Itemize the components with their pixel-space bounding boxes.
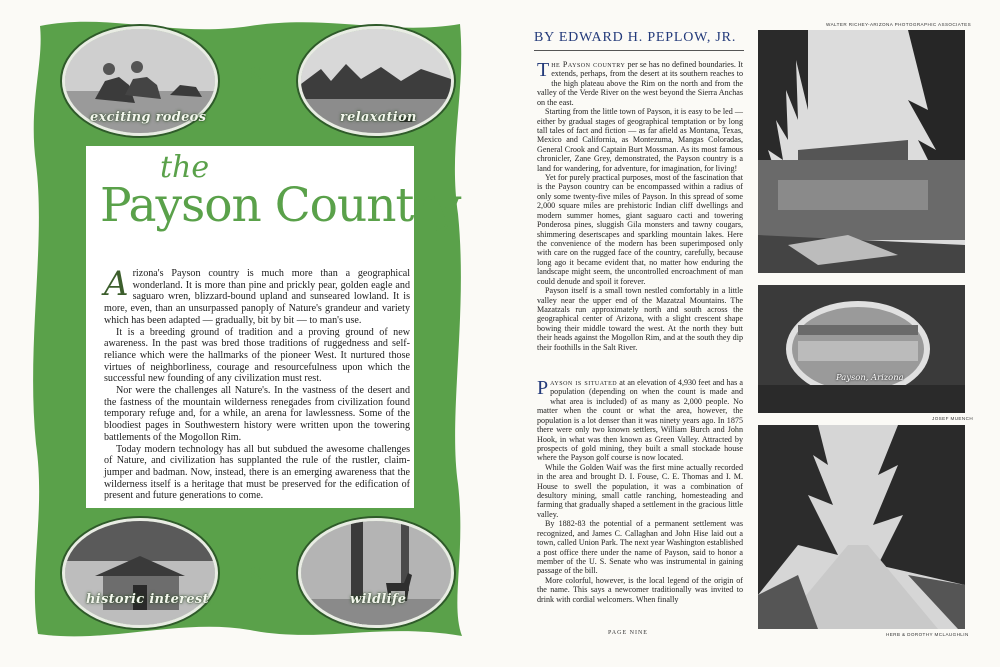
section1-paragraph-2: Starting from the little town of Payson, it is easy to be led — either by gradual stages of geographical temptation or by long tall tales of fact and fiction — as far afield as Montana, Texas, Mexico and California, as Montezuma, Mangas Coloradas, General Crook and Captain Burt Mossman. As its most famous chronicler, Zane Grey, demonstrated, the Payson country is a land for wandering, for adventure, for imagination, for living! [537, 107, 743, 173]
page-number: PAGE NINE [608, 630, 648, 636]
section2-paragraph-2: While the Golden Waif was the first mine actually recorded in the area and brought D. I. Fouse, C. E. Thomas and I. M. House to swell the population, it was a combination of desultory mining, small cattle ranching, homesteading and farming that gradually shaped a settlement in the gracious little valley. [537, 462, 743, 519]
road-photo [758, 425, 965, 629]
oval-caption-historic: historic interest [86, 592, 209, 607]
ampersand-ornament-bottom: & [247, 564, 267, 589]
drop-cap-t: T [537, 59, 550, 81]
intro-text [104, 264, 410, 502]
oval-caption-relaxation: relaxation [340, 110, 417, 125]
article-section-1 [537, 60, 743, 352]
byline-rule [534, 50, 744, 51]
section2-lead: ayson is situated [550, 378, 618, 387]
section1-paragraph-1: per se has no defined boundaries. It extends, perhaps, from the desert at its southern reaches to the high plateau above the Rim on the north and from the valley of the Verde River on the west beyond the Sierra Anchas on the east. [537, 60, 743, 107]
section2-paragraph-4: More colorful, however, is the local legend of the origin of the name. This says a newcomer traditionally was invited to drink with cordial welcomers. When finally [537, 575, 743, 604]
photo-credit-bottom: HERB & DOROTHY MCLAUGHLIN [886, 632, 969, 637]
intro-paragraph-4: Today modern technology has all but subdued the awesome challenges of Nature, and civilization has supplanted the rule of the rustler, claim-jumper and badman. Now, instead, there is an emerging awareness that the wilderness itself is a heritage that must be preserved for the edification of present and future generations to come. [104, 443, 410, 502]
lake-photo [758, 30, 965, 273]
section2-paragraph-3: By 1882-83 the potential of a permanent settlement was recognized, and James C. Callaghan and John Hise laid out a town, called Union Park. The next year Washington established a post office there under the name of Payson, said to honor a member of the U. S. Senate who was instrumental in gaining passage of the bill. [537, 519, 743, 576]
intro-paragraph-3: Nor were the challenges all Nature's. In the vastness of the desert and the fastness of the mountain wilderness renegades from civilization found temporary refuge and, for a while, an arena for lawlessness. Some of the bloodiest pages in Southwestern history were written upon the towering battlements of the Mogollon Rim. [104, 385, 410, 443]
article-section-2 [537, 378, 743, 604]
photo-caption-payson: Payson, Arizona [836, 372, 904, 382]
intro-paragraph-1: rizona's Payson country is much more than a geographical wonderland. It is more than pine and prickly pear, golden eagle and saguaro wren, blizzard-bound upland and sunseared lowland. It is more, even, than an unsurpassed panoply of Nature's grandeur and variety which has been adapted — gradually, bit by bit — to man's use. [104, 268, 410, 326]
oval-caption-wildlife: wildlife [350, 592, 407, 607]
byline: BY EDWARD H. PEPLOW, JR. [534, 30, 737, 45]
drop-cap-p: P [537, 377, 549, 399]
section1-paragraph-3: Yet for purely practical purposes, most of the fascination that is the Payson country can be encompassed within a radius of only some twenty-five miles of Payson. In this spread of some 2,000 square miles are prehistoric Indian cliff dwellings and modern summer homes, giant saguaro cacti and towering Ponderosa pines, sluggish Gila monsters and tawny cougars, shimmering desertscapes and sparkling mountain lakes. Here the convenience of the modern has been superimposed only with care on the rugged face of the country, carefully, because long ago it became evident that, no matter how enduring the landscape might seem, the uncontrolled encroachment of man could denude and spoil it forever. [537, 173, 743, 286]
photo-credit-top: WALTER RICHEY-ARIZONA PHOTOGRAPHIC ASSOCIATES [826, 22, 972, 27]
section1-paragraph-4: Payson itself is a small town nestled comfortably in a little valley near the upper end of the Mazatzal Mountains. The Mazatzals run approximately north and south across the geographical center of Arizona, with a slight crescent shape bowing their middle toward the west. At the north they butt their heads against the Mogollon Rim, and at the south they dip their foothills in the Salt River. [537, 286, 743, 352]
photo-credit-middle: JOSEF MUENCH [932, 416, 974, 421]
title-the: the [160, 150, 210, 185]
payson-town-photo [758, 285, 965, 413]
page-title: Payson Country [100, 178, 461, 233]
intro-paragraph-2: It is a breeding ground of tradition and a proving ground of new awareness. In the past was bred those traditions of ruggedness and self-reliance which were the hallmarks of the pioneer West. It nurtured those virtues of neighborliness, courage and resourcefulness upon which the successful new founding of any civilization must rest. [104, 326, 410, 385]
drop-cap-a: A [104, 264, 129, 304]
wildlife-photo-oval [298, 518, 454, 628]
historic-photo-oval [62, 518, 218, 628]
oval-caption-rodeos: exciting rodeos [90, 110, 207, 125]
section2-paragraph-1: at an elevation of 4,930 feet and has a population (depending on when the count is made and what area is included) of as many as 2,000 people. No matter when the count or what the area, however, the population is a lot denser than it was ninety years ago. In 1875 there were only two known settlers, William Burch and John Hook, in what was then known as Green Valley. Attracted by prospects of gold mining, they built a small stockade house where the Payson golf course is now located. [537, 378, 744, 463]
ampersand-ornament-top: & [247, 64, 267, 89]
section1-lead: he Payson country [551, 60, 626, 69]
